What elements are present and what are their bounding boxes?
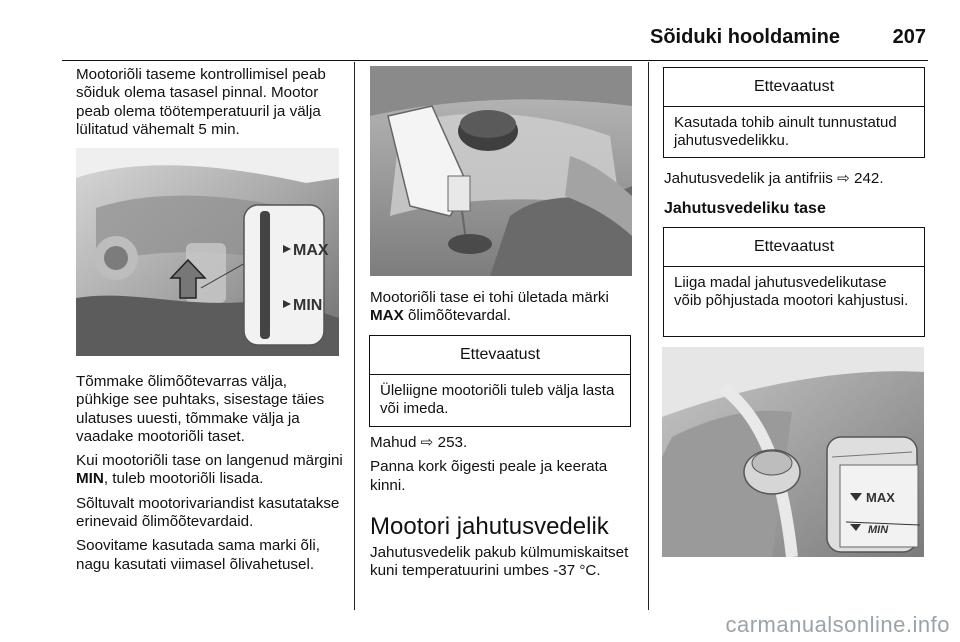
paragraph: Sõltuvalt mootorivariandist kasutatakse erinevaid õlimõõtevardaid. <box>76 494 340 531</box>
caution-box <box>663 67 925 158</box>
page-header <box>62 20 928 61</box>
watermark: carmanualsonline.info <box>725 612 950 637</box>
dipstick-min-label: MIN <box>293 297 323 314</box>
column-2-body-2 <box>370 434 636 586</box>
oil-filling-illustration <box>370 66 632 276</box>
page-number: 207 <box>892 26 926 48</box>
paragraph: Jahutusvedelik pakub külmumiskaitset kuni temperatuurini umbes -37 °C. <box>370 543 629 580</box>
caution-box <box>663 227 925 337</box>
column-1 <box>76 66 342 145</box>
caution-box <box>369 335 631 427</box>
caution-title: Ettevaatust <box>370 336 630 375</box>
column-divider <box>648 62 649 610</box>
intro-text: Mootoriõli taseme kontrollimisel peab sõiduk olema tasasel pinnal. Mootor peab olema töötemperatuuril ja välja lülitatud vähemalt 5 min. <box>76 66 326 138</box>
capacity-reference[interactable]: Mahud ⇨ 253. <box>370 434 468 451</box>
column-divider <box>354 62 355 610</box>
section-heading: Mootori jahutusvedelik <box>370 512 609 540</box>
column-1-body <box>76 373 344 580</box>
caution-title: Ettevaatust <box>664 228 924 267</box>
tank-max-label: MAX <box>866 490 895 505</box>
reference-arrow-icon: ⇨ <box>420 434 434 451</box>
tank-min-label: MIN <box>868 524 889 536</box>
subheading: Jahutusvedeliku tase <box>664 200 826 218</box>
caution-title: Ettevaatust <box>664 68 924 107</box>
column-2-body <box>370 289 636 332</box>
paragraph: Mootoriõli tase ei tohi ületada märki MAX õlimõõtevardal. <box>370 289 609 325</box>
coolant-reference[interactable]: Jahutusvedelik ja antifriis ⇨ 242. <box>664 170 884 187</box>
coolant-tank-illustration <box>662 347 924 557</box>
reference-arrow-icon: ⇨ <box>837 170 850 187</box>
paragraph: Tõmmake õlimõõtevarras välja, pühkige see puhtaks, sisestage täies ulatuses uuesti, tõmmake välja ja vaadake mootoriõli taset. <box>76 373 325 445</box>
caution-body: Kasutada tohib ainult tunnustatud jahutusvedelikku. <box>674 114 897 149</box>
caution-body: Üleliigne mootoriõli tuleb välja lasta või imeda. <box>380 382 615 417</box>
paragraph: Soovitame kasutada sama marki õli, nagu kasutati viimasel õlivahetusel. <box>76 537 320 573</box>
dipstick-max-label: MAX <box>293 242 329 259</box>
dipstick-illustration <box>76 148 339 356</box>
paragraph: Panna kork õigesti peale ja keerata kinni. <box>370 458 608 494</box>
column-3-body <box>664 170 930 225</box>
paragraph: Kui mootoriõli tase on langenud märgini MIN, tuleb mootoriõli lisada. <box>76 452 343 488</box>
page-title: Sõiduki hooldamine <box>649 26 840 48</box>
caution-body: Liiga madal jahutusvedelikutase võib põhjustada mootori kahjustusi. <box>674 274 909 309</box>
